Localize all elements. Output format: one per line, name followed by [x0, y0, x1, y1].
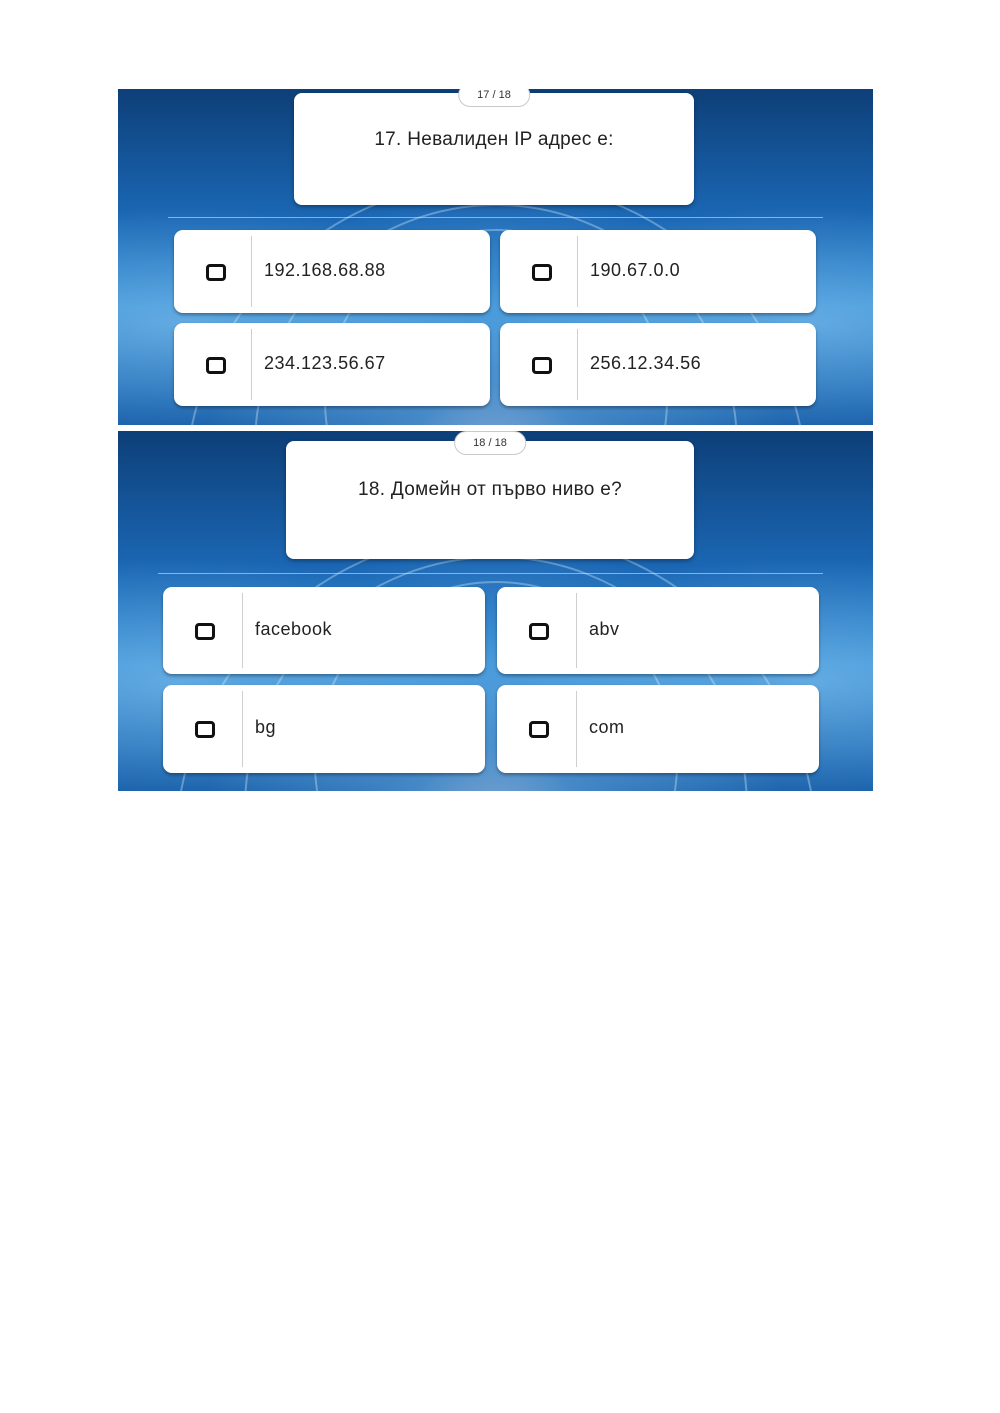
answer-option-3[interactable]: [163, 685, 485, 773]
checkbox-icon: [529, 721, 549, 738]
answer-label: 256.12.34.56: [590, 353, 702, 373]
checkbox-icon: [529, 623, 549, 640]
question-card: [286, 437, 694, 559]
answer-label: com: [589, 717, 625, 737]
quiz-screen-q18: [118, 431, 873, 791]
answer-label: 234.123.56.67: [264, 353, 386, 373]
question-counter: 18 / 18: [454, 431, 526, 455]
answer-option-4[interactable]: [497, 685, 819, 773]
answer-label: abv: [589, 619, 620, 639]
answer-option-1[interactable]: [174, 230, 490, 313]
checkbox-icon: [195, 721, 215, 738]
answer-option-1[interactable]: [163, 587, 485, 674]
answer-option-2[interactable]: [500, 230, 816, 313]
answer-option-2[interactable]: [497, 587, 819, 674]
answer-label: 190.67.0.0: [590, 260, 681, 280]
checkbox-icon: [206, 264, 226, 281]
question-counter: 17 / 18: [458, 89, 530, 107]
quiz-screen-q17: [118, 89, 873, 425]
answer-label: facebook: [255, 619, 333, 639]
question-card: [294, 89, 694, 205]
checkbox-icon: [206, 357, 226, 374]
checkbox-icon: [195, 623, 215, 640]
answer-label: bg: [255, 717, 277, 737]
checkbox-icon: [532, 264, 552, 281]
question-text: 18. Домейн от първо ниво е?: [357, 479, 622, 500]
checkbox-icon: [532, 357, 552, 374]
answer-label: 192.168.68.88: [264, 260, 386, 280]
answer-option-3[interactable]: [174, 323, 490, 406]
answer-option-4[interactable]: [500, 323, 816, 406]
question-text: 17. Невалиден IP адрес е:: [374, 129, 614, 150]
